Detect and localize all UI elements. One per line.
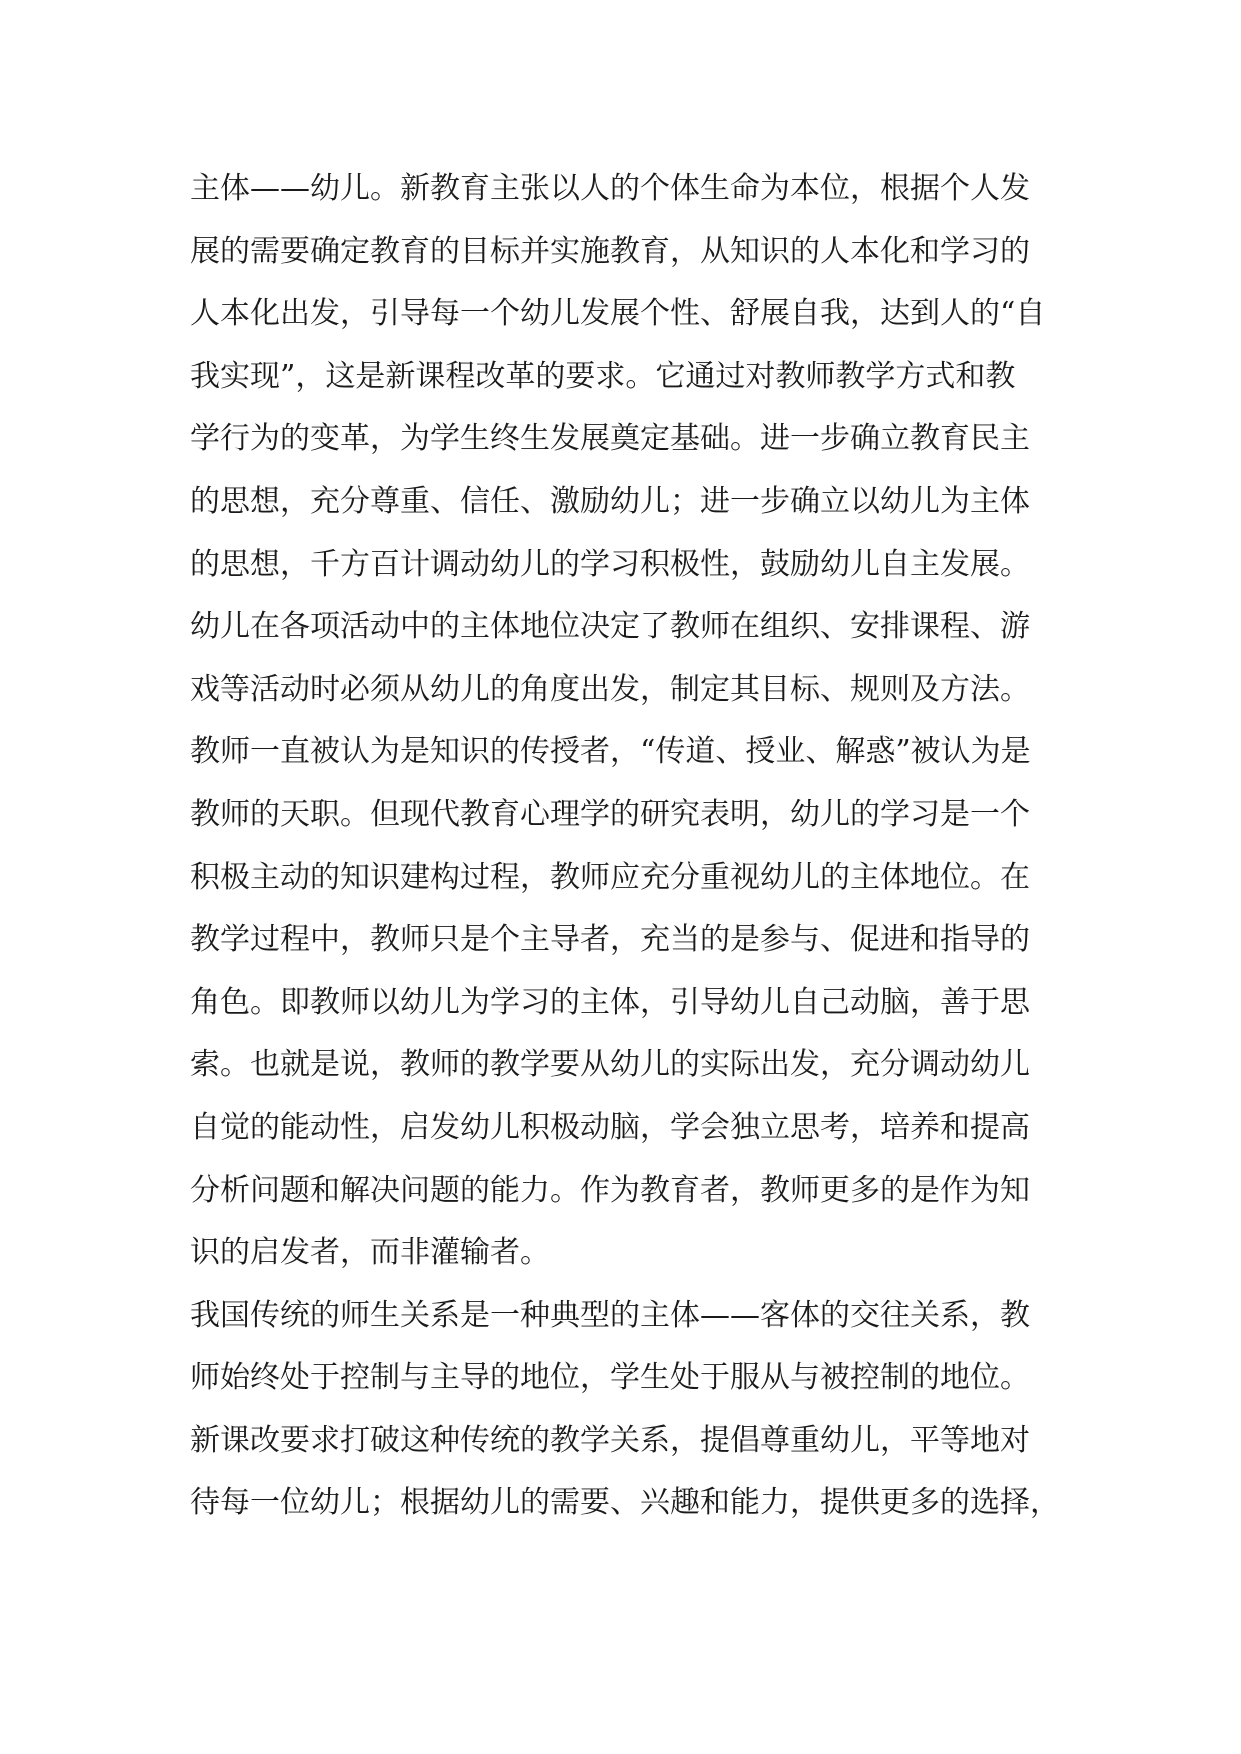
text-line: 待每一位幼儿；根据幼儿的需要、兴趣和能力，提供更多的选择，: [190, 1485, 1060, 1521]
text-line: 新课改要求打破这种传统的教学关系，提倡尊重幼儿，平等地对: [190, 1422, 1030, 1458]
text-line: 戏等活动时必须从幼儿的角度出发，制定其目标、规则及方法。: [190, 671, 1030, 707]
body-text: [190, 158, 1070, 1535]
text-line: 主体——幼儿。新教育主张以人的个体生命为本位，根据个人发: [190, 171, 1030, 206]
text-line: 学行为的变革，为学生终生发展奠定基础。进一步确立教育民主: [190, 421, 1030, 457]
text-line: 角色。即教师以幼儿为学习的主体，引导幼儿自己动脑，善于思: [190, 984, 1030, 1020]
text-line: 人本化出发，引导每一个幼儿发展个性、舒展自我，达到人的“自: [190, 296, 1046, 332]
text-line: 的思想，千方百计调动幼儿的学习积极性，鼓励幼儿自主发展。: [190, 546, 1030, 582]
text-line: 分析问题和解决问题的能力。作为教育者，教师更多的是作为知: [190, 1172, 1030, 1208]
text-line: 索。也就是说，教师的教学要从幼儿的实际出发，充分调动幼儿: [190, 1047, 1030, 1083]
text-line: 积极主动的知识建构过程，教师应充分重视幼儿的主体地位。在: [190, 859, 1030, 895]
text-line: 师始终处于控制与主导的地位，学生处于服从与被控制的地位。: [190, 1360, 1030, 1396]
text-line: 教师的天职。但现代教育心理学的研究表明，幼儿的学习是一个: [190, 796, 1030, 832]
text-line: 我国传统的师生关系是一种典型的主体——客体的交往关系，教: [190, 1297, 1030, 1333]
text-line: 自觉的能动性，启发幼儿积极动脑，学会独立思考，培养和提高: [190, 1109, 1030, 1145]
text-line: 幼儿在各项活动中的主体地位决定了教师在组织、安排课程、游: [190, 609, 1030, 645]
text-line: 展的需要确定教育的目标并实施教育，从知识的人本化和学习的: [190, 233, 1030, 269]
text-line: 教学过程中，教师只是个主导者，充当的是参与、促进和指导的: [190, 922, 1030, 958]
text-line: 我实现”，这是新课程改革的要求。它通过对教师教学方式和教: [190, 358, 1016, 394]
text-line: 识的启发者，而非灌输者。: [190, 1235, 550, 1271]
text-line: 的思想，充分尊重、信任、激励幼儿；进一步确立以幼儿为主体: [190, 483, 1030, 519]
text-line: 教师一直被认为是知识的传授者，“传道、授业、解惑”被认为是: [190, 734, 1031, 770]
